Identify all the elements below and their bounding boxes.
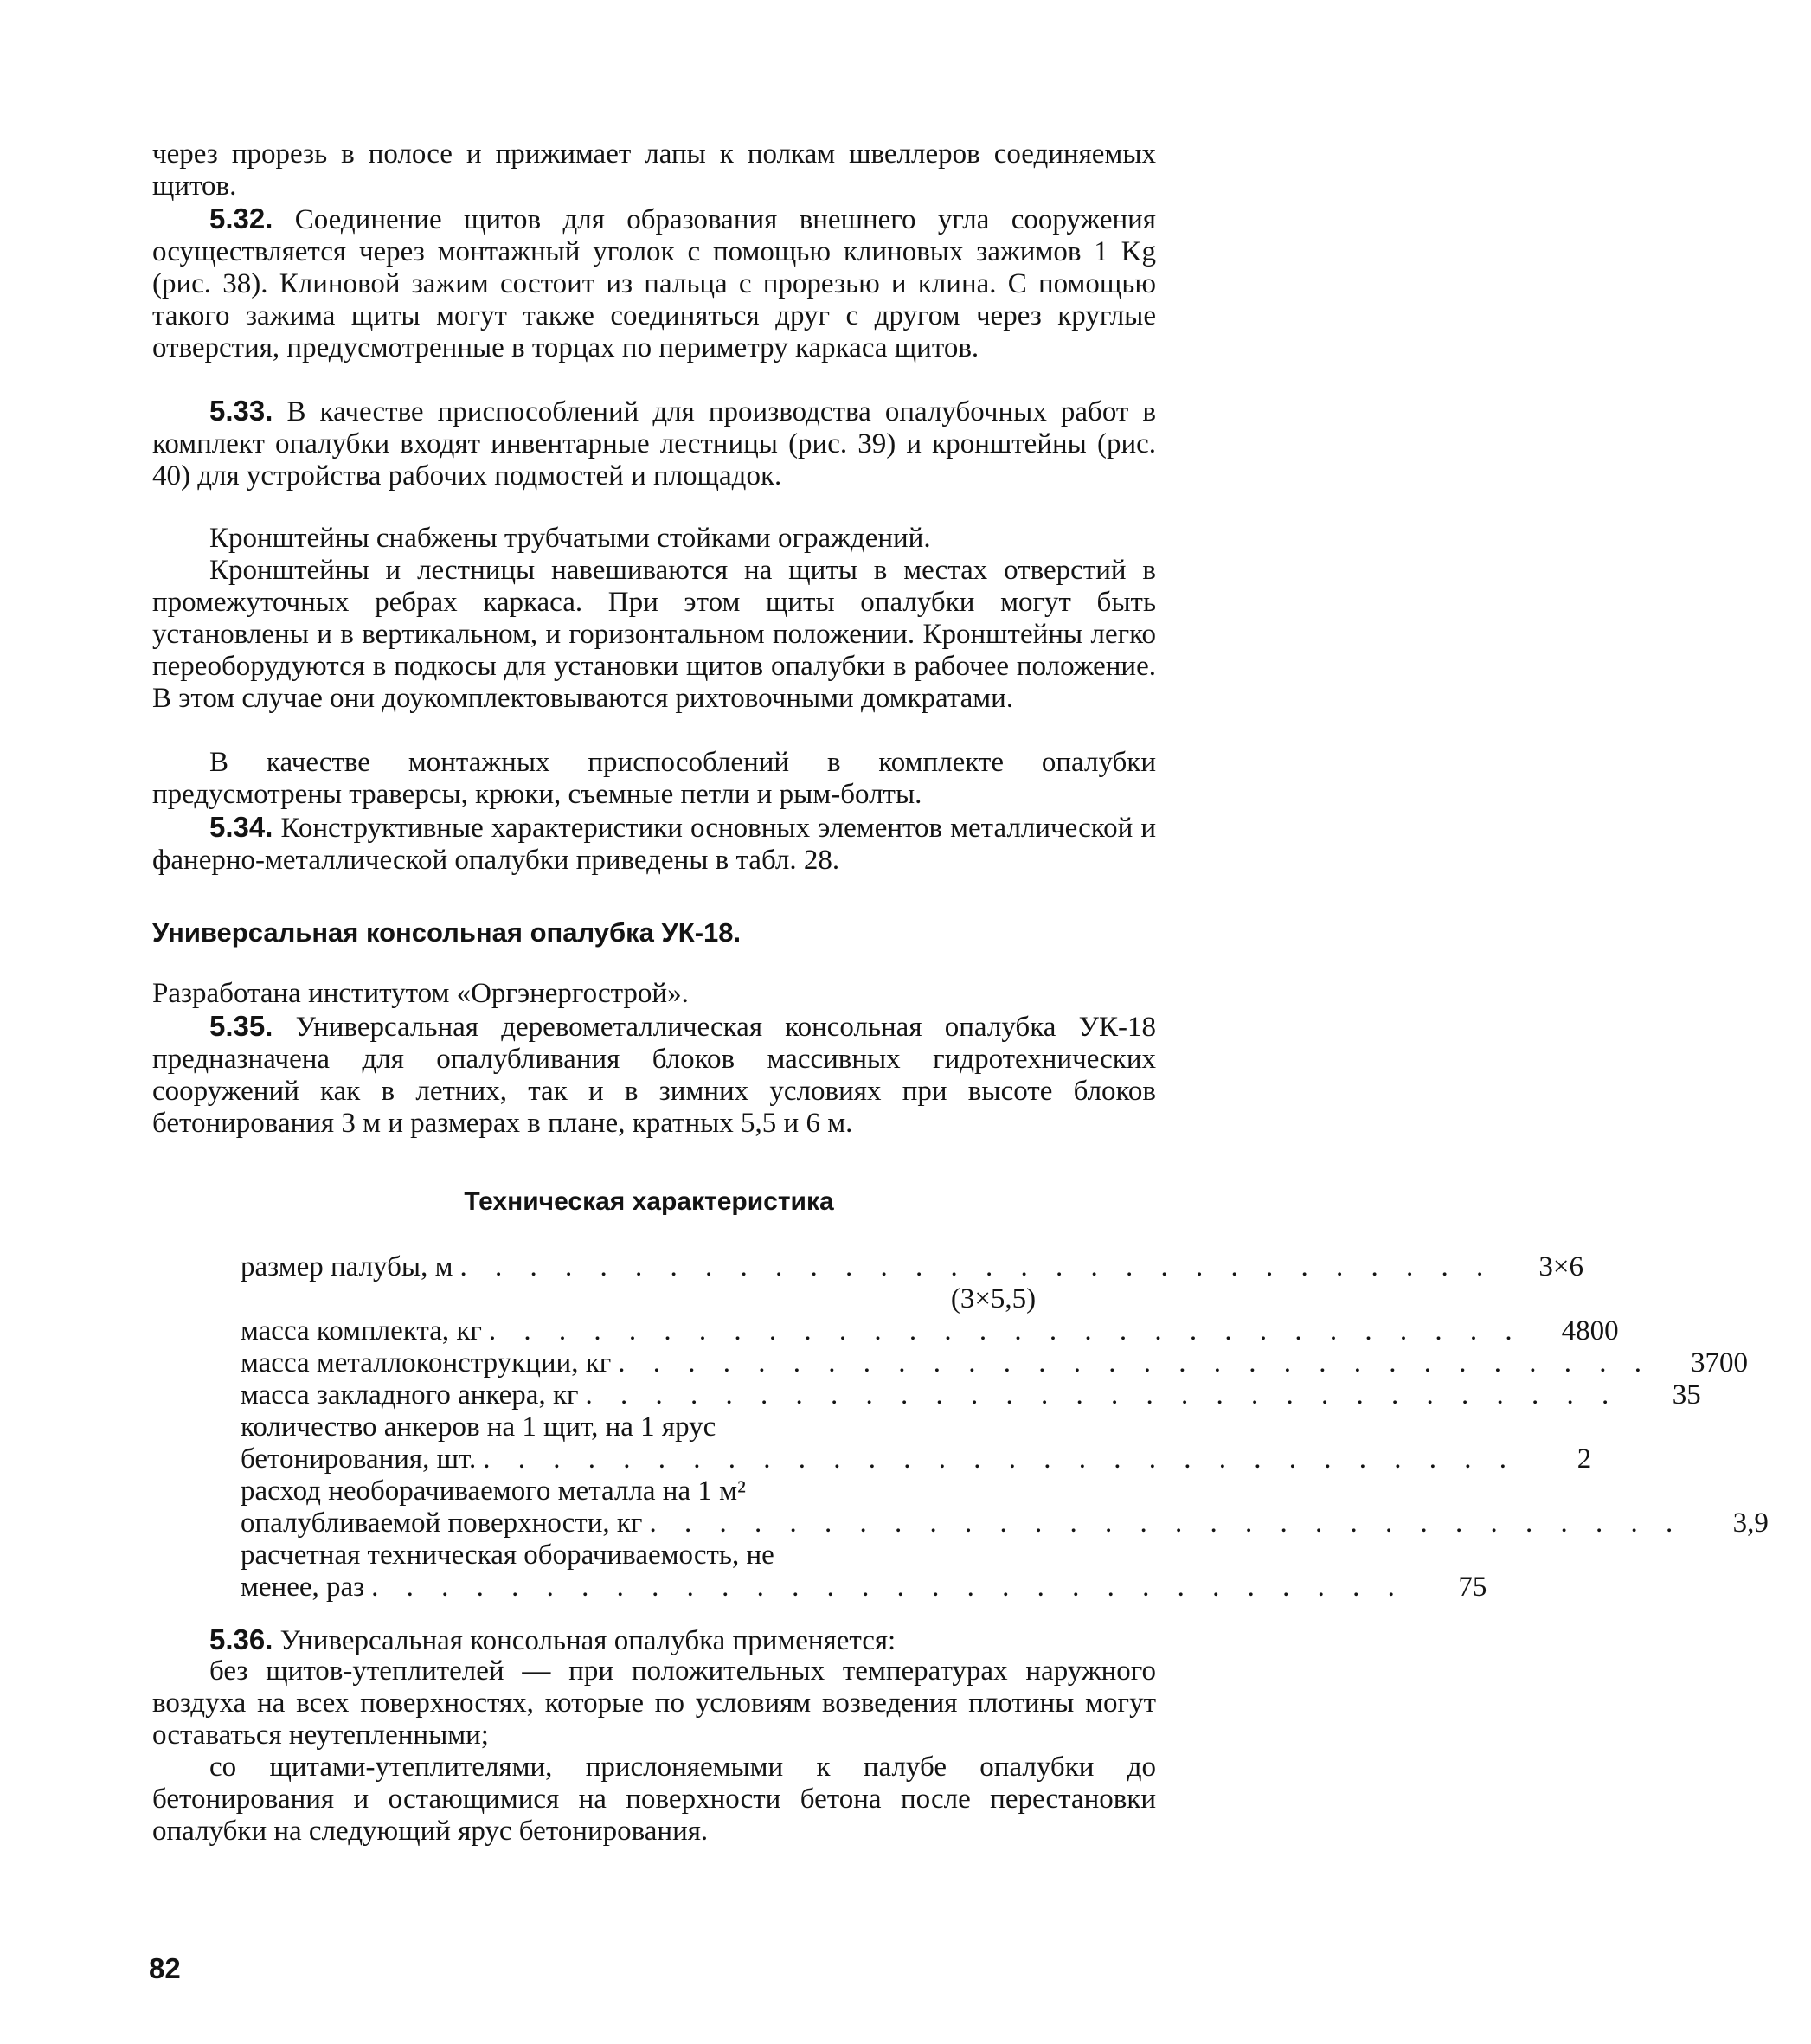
spec-row-label-line: расход необорачиваемого металла на 1 м²: [241, 1475, 746, 1507]
section-number: 5.34.: [209, 811, 273, 843]
section-number: 5.32.: [209, 202, 273, 235]
page-number: 82: [149, 1952, 181, 1984]
paragraph-brackets: Кронштейны снабжены трубчатыми стойками ограждений.: [209, 523, 931, 554]
spec-row: менее, раз . . . . . . . . . . . . . . . . . . . . . . . . . . . . . . 75: [241, 1572, 1487, 1603]
spec-row: размер палубы, м . . . . . . . . . . . . . . . . . . . . . . . . . . . . . . 3×6: [241, 1251, 1584, 1282]
spec-row-cont: (3×5,5): [950, 1283, 1037, 1314]
spec-row: масса закладного анкера, кг . . . . . . . . . . . . . . . . . . . . . . . . . . . . . . 35: [241, 1379, 1701, 1411]
paragraph-continuation: через прорезь в полосе и прижимает лапы к полкам швеллеров соединяемых щитов.: [152, 138, 1156, 202]
spec-row: масса металлоконструкции, кг . . . . . . . . . . . . . . . . . . . . . . . . . . . . . . 3700: [241, 1347, 1749, 1379]
section-heading: Универсальная консольная опалубка УК-18.: [152, 917, 742, 948]
paragraph-5-36: 5.36. Универсальная консольная опалубка применяется:: [209, 1623, 896, 1656]
spec-row-label-line: количество анкеров на 1 щит, на 1 ярус: [241, 1411, 716, 1443]
paragraph-5-33: 5.33. В качестве приспособлений для производства опалубочных работ в комплект опалубки входят инвентарные лестницы (рис. 39) и кронштейны (рис. 40) для устройства рабочих подмостей и площадок.: [152, 395, 1156, 492]
paragraph-5-35: 5.35. Универсальная деревометаллическая консольная опалубка УК-18 предназначена для опалубливания блоков массивных гидротехнических сооружений как в летних, так и в зимних условиях при высоте блоков бетонирования 3 м и размерах в плане, кратных 5,5 и 6 м.: [152, 1010, 1156, 1139]
spec-row: масса комплекта, кг . . . . . . . . . . . . . . . . . . . . . . . . . . . . . . 4800: [241, 1315, 1619, 1347]
section-number: 5.33.: [209, 395, 273, 427]
spec-row-label-line: расчетная техническая оборачиваемость, не: [241, 1539, 774, 1571]
spec-row: бетонирования, шт. . . . . . . . . . . . . . . . . . . . . . . . . . . . . . . 2: [241, 1443, 1592, 1475]
paragraph-mounting-tools: В качестве монтажных приспособлений в комплекте опалубки предусмотрены траверсы, крюки, съемные петли и рым-болты.: [152, 747, 1156, 810]
spec-row: опалубливаемой поверхности, кг . . . . . . . . . . . . . . . . . . . . . . . . . . . . . . 3,9: [241, 1507, 1769, 1539]
paragraph-5-34: 5.34. Конструктивные характеристики основных элементов металлической и фанерно-металлической опалубки приведены в табл. 28.: [152, 811, 1156, 876]
spec-table: [241, 1251, 1769, 1604]
paragraph-5-32: 5.32. Соединение щитов для образования внешнего угла сооружения осуществляется через монтажный уголок с помощью клиновых зажимов 1 Kg (рис. 38). Клиновой зажим состоит из пальца с прорезью и клина. С помощью такого зажима щиты могут также соединяться друг с другом через круглые отверстия, предусмотренные в торцах по периметру каркаса щитов.: [152, 202, 1156, 363]
spec-title: Техническая характеристика: [464, 1187, 834, 1216]
paragraph-without-insulation: без щитов-утеплителей — при положительных температурах наружного воздуха на всех поверхностях, которые по условиям возведения плотины могут оставаться неутепленными;: [152, 1655, 1156, 1751]
paragraph-developer: Разработана институтом «Оргэнергострой».: [152, 978, 689, 1009]
paragraph-ladders: Кронштейны и лестницы навешиваются на щиты в местах отверстий в промежуточных ребрах каркаса. При этом щиты опалубки могут быть установлены и в вертикальном, и горизонтальном положении. Кронштейны легко переоборудуются в подкосы для установки щитов опалубки в рабочее положение. В этом случае они доукомплектовываются рихтовочными домкратами.: [152, 555, 1156, 714]
paragraph-with-insulation: со щитами-утеплителями, прислоняемыми к палубе опалубки до бетонирования и остающимися на поверхности бетона после перестановки опалубки на следующий ярус бетонирования.: [152, 1752, 1156, 1847]
section-number: 5.36.: [209, 1623, 273, 1655]
section-number: 5.35.: [209, 1010, 273, 1042]
